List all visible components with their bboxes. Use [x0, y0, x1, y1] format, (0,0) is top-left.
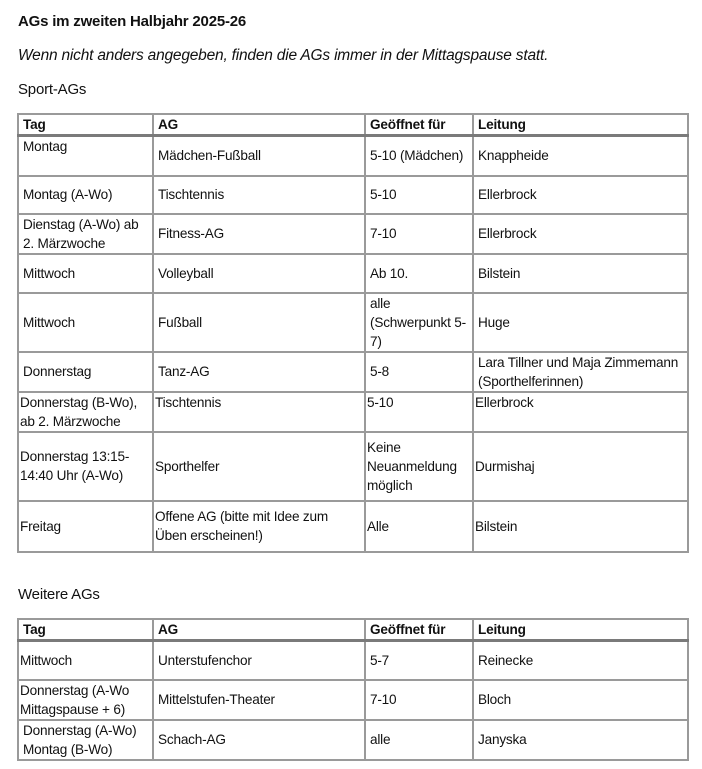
column-header-tag: Tag — [18, 619, 153, 641]
cell-ag: Tischtennis — [153, 176, 365, 214]
cell-offen: 5-7 — [365, 641, 473, 680]
cell-offen: 5-10 (Mädchen) — [365, 136, 473, 176]
cell-tag: Mittwoch — [18, 293, 153, 352]
cell-leitung: Ellerbrock — [473, 214, 688, 254]
cell-leitung: Bilstein — [473, 501, 688, 552]
cell-leitung: Knappheide — [473, 136, 688, 176]
column-header-offen: Geöffnet für — [365, 114, 473, 136]
cell-tag: Freitag — [18, 501, 153, 552]
table-row — [18, 352, 688, 392]
document-title: AGs im zweiten Halbjahr 2025-26 — [18, 13, 247, 30]
table-row — [18, 214, 688, 254]
cell-leitung: Lara Tillner und Maja Zimmemann (Sporthelferinnen) — [473, 352, 688, 392]
section-heading-weitere: Weitere AGs — [18, 586, 100, 603]
section-heading-sport: Sport-AGs — [18, 81, 87, 98]
cell-leitung: Huge — [473, 293, 688, 352]
column-header-ag: AG — [153, 619, 365, 641]
cell-ag: Fußball — [153, 293, 365, 352]
cell-offen: Ab 10. — [365, 254, 473, 293]
cell-offen: alle — [365, 720, 473, 760]
table-row — [18, 680, 688, 720]
column-header-ag: AG — [153, 114, 365, 136]
cell-ag: Unterstufenchor — [153, 641, 365, 680]
column-header-leitung: Leitung — [473, 114, 688, 136]
table-row — [18, 720, 688, 760]
cell-tag: Donnerstag (A-Wo) Montag (B-Wo) — [18, 720, 153, 760]
cell-offen: 5-8 — [365, 352, 473, 392]
cell-ag: Mittelstufen-Theater — [153, 680, 365, 720]
cell-leitung: Janyska — [473, 720, 688, 760]
weitere-ag-table — [17, 618, 689, 761]
cell-tag: Donnerstag — [18, 352, 153, 392]
column-header-tag: Tag — [18, 114, 153, 136]
sport-ag-table — [17, 113, 689, 553]
table-row — [18, 136, 688, 176]
cell-ag: Schach-AG — [153, 720, 365, 760]
cell-offen: Keine Neuanmeldung möglich — [365, 432, 473, 501]
cell-tag: Donnerstag 13:15-14:40 Uhr (A-Wo) — [18, 432, 153, 501]
cell-tag: Donnerstag (B-Wo), ab 2. Märzwoche — [18, 392, 153, 432]
table-header-row — [18, 114, 688, 136]
column-header-offen: Geöffnet für — [365, 619, 473, 641]
document-subtitle: Wenn nicht anders angegeben, finden die AGs immer in der Mittagspause statt. — [18, 47, 549, 64]
cell-ag: Offene AG (bitte mit Idee zum Üben erscheinen!) — [153, 501, 365, 552]
cell-tag: Dienstag (A-Wo) ab 2. Märzwoche — [18, 214, 153, 254]
column-header-leitung: Leitung — [473, 619, 688, 641]
cell-tag: Mittwoch — [18, 641, 153, 680]
table-row — [18, 432, 688, 501]
cell-leitung: Ellerbrock — [473, 392, 688, 432]
cell-ag: Mädchen-Fußball — [153, 136, 365, 176]
cell-offen: Alle — [365, 501, 473, 552]
cell-tag: Donnerstag (A-Wo Mittagspause + 6) — [18, 680, 153, 720]
cell-leitung: Ellerbrock — [473, 176, 688, 214]
cell-offen: 7-10 — [365, 214, 473, 254]
cell-ag: Sporthelfer — [153, 432, 365, 501]
cell-tag: Montag — [18, 136, 153, 176]
table-row — [18, 392, 688, 432]
cell-leitung: Reinecke — [473, 641, 688, 680]
table-row — [18, 254, 688, 293]
cell-ag: Tanz-AG — [153, 352, 365, 392]
cell-tag: Montag (A-Wo) — [18, 176, 153, 214]
table-row — [18, 501, 688, 552]
cell-offen: 7-10 — [365, 680, 473, 720]
cell-leitung: Durmishaj — [473, 432, 688, 501]
cell-leitung: Bilstein — [473, 254, 688, 293]
cell-offen: 5-10 — [365, 176, 473, 214]
table-row — [18, 176, 688, 214]
cell-leitung: Bloch — [473, 680, 688, 720]
table-header-row — [18, 619, 688, 641]
cell-ag: Volleyball — [153, 254, 365, 293]
cell-tag: Mittwoch — [18, 254, 153, 293]
table-row — [18, 641, 688, 680]
cell-ag: Fitness-AG — [153, 214, 365, 254]
cell-ag: Tischtennis — [153, 392, 365, 432]
cell-offen: 5-10 — [365, 392, 473, 432]
cell-offen: alle (Schwerpunkt 5-7) — [365, 293, 473, 352]
table-row — [18, 293, 688, 352]
